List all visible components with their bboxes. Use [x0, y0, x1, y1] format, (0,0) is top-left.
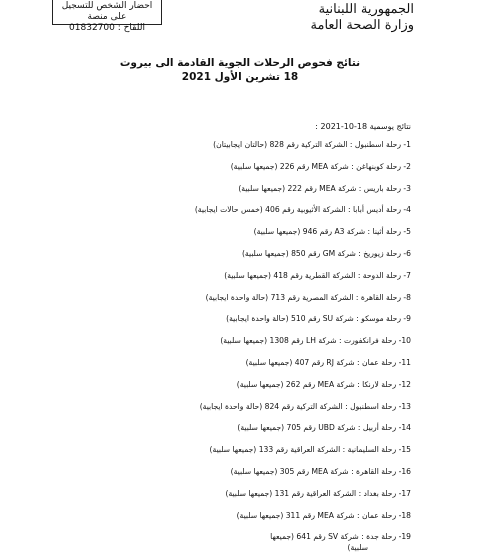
flight-result-text: 14- رحلة أربيل : شركة UBD رقم 705 (جميعها سلبية)	[237, 423, 411, 433]
flight-result-item	[0, 180, 480, 202]
flight-result-item	[0, 485, 480, 507]
flight-result-item	[0, 419, 480, 441]
flight-result-item	[0, 310, 480, 332]
flight-result-text: 4- رحلة أديس أبابا : الشركة الأثيوبية رقم 406 (خمس حالات ايجابية)	[194, 205, 411, 215]
flight-result-text: 9- رحلة موسكو : شركة SU رقم 510 (حالة واحدة ايجابية)	[226, 314, 411, 324]
registration-box	[52, 0, 162, 33]
results-date-line: نتائج يوسمية 18-10-2021 :	[315, 122, 411, 131]
flight-result-item	[0, 507, 480, 529]
registration-box-line2: اللقاح : 01832700	[69, 23, 145, 33]
flight-result-continuation: سلبية)	[347, 543, 368, 552]
flight-result-text: 3- رحلة باريس : شركة MEA رقم 222 (جميعها سلبية)	[238, 183, 411, 193]
flight-result-text: 16- رحلة القاهرة : شركة MEA رقم 305 (جميعها سلبية)	[230, 466, 411, 476]
flight-result-text: 17- رحلة بغداد : الشركة العراقية رقم 131 (جميعها سلبية)	[225, 488, 411, 498]
flight-result-item	[0, 245, 480, 267]
flight-result-text: 19- رحلة جدة : شركة SV رقم 641 (جميعها	[270, 532, 411, 542]
flight-result-item	[0, 398, 480, 420]
flight-result-text: 5- رحلة أثينا : شركة A3 رقم 946 (جميعها سلبية)	[253, 227, 411, 237]
flight-result-item	[0, 136, 480, 158]
flight-result-text: 2- رحلة كوبنهاغن : شركة MEA رقم 226 (جميعها سلبية)	[230, 161, 411, 171]
flight-result-text: 15- رحلة السليمانية : الشركة العراقية رقم 133 (جميعها سلبية)	[209, 445, 411, 455]
flight-result-item	[0, 376, 480, 398]
republic-name: الجمهورية اللبنانية	[318, 2, 414, 17]
flight-result-item	[0, 332, 480, 354]
flight-result-text: 6- رحلة زيوريخ : شركة GM رقم 850 (جميعها سلبية)	[241, 248, 411, 258]
flight-result-text: 13- رحلة اسطنبول : الشركة التركية رقم 824 (حالة واحدة ايجابية)	[199, 401, 411, 411]
flight-results-list	[0, 136, 480, 550]
flight-result-text: 12- رحلة لارنكا : شركة MEA رقم 262 (جميعها سلبية)	[236, 379, 411, 389]
flight-result-text: 8- رحلة القاهرة : الشركة المصرية رقم 713 (حالة واحدة ايجابية)	[205, 292, 411, 302]
document-title: نتائج فحوص الرحلات الجوية القادمة الى بيروت	[119, 57, 361, 69]
flight-result-text: 11- رحلة عمان : شركة RJ رقم 407 (جميعها سلبية)	[245, 357, 411, 367]
flight-result-text: 7- رحلة الدوحة : الشركة القطرية رقم 418 (جميعها سلبية)	[224, 270, 411, 280]
registration-box-line1: احضار الشخص للتسجيل على منصة	[61, 1, 153, 22]
flight-result-text: 10- رحلة فرانكفورت : شركة LH رقم 1308 (جميعها سلبية)	[220, 336, 411, 346]
flight-result-item	[0, 528, 480, 550]
flight-result-item	[0, 223, 480, 245]
document-date: 18 تشرين الأول 2021	[181, 71, 299, 83]
flight-result-item	[0, 267, 480, 289]
flight-result-item	[0, 289, 480, 311]
flight-result-item	[0, 463, 480, 485]
ministry-name: وزارة الصحة العامة	[310, 18, 414, 33]
flight-result-item	[0, 201, 480, 223]
letterhead	[311, 2, 414, 34]
flight-result-text: 18- رحلة عمان : شركة MEA رقم 311 (جميعها سلبية)	[236, 510, 411, 520]
flight-result-item	[0, 158, 480, 180]
flight-result-item	[0, 441, 480, 463]
flight-result-text: 1- رحلة اسطنبول : الشركة التركية رقم 828 (حالتان ايجابيتان)	[213, 140, 411, 149]
flight-result-item	[0, 354, 480, 376]
